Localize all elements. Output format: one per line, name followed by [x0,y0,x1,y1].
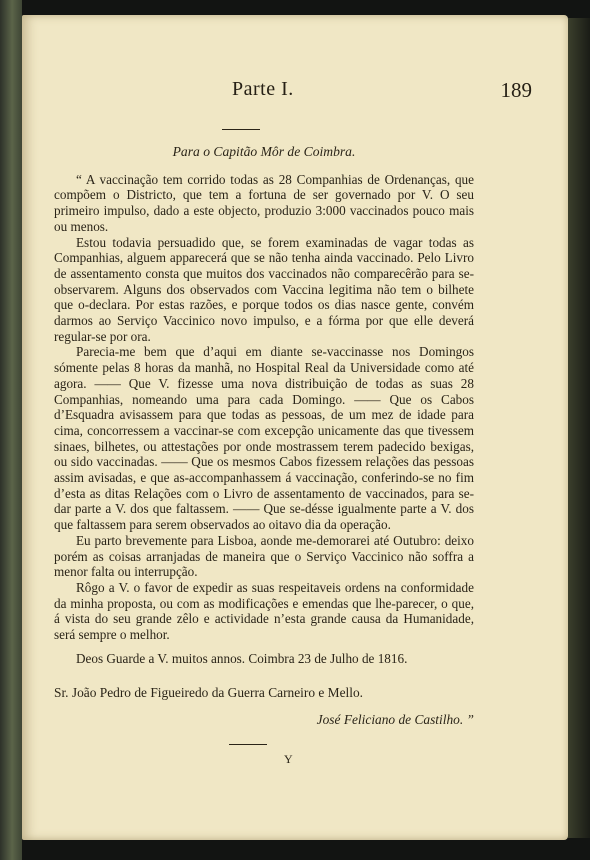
paragraph-3: Parecia-me bem que d’aqui em diante se-vaccinasse nos Domingos sómente pelas 8 horas da manhã, no Hospital Real da Universidade como até agora. —— Que V. fizesse uma nova distribuição de todas as suas 28 Companhias, nomeando uma para cada Domingo. —— Que os Cabos d’Esquadra avisassem para que todas as pessoas, de um mez de idade para cima, concorressem a vaccinar-se com excepção unicamente das que tivessem sinaes, bilhetes, ou attestações por onde mostrassem terem padecido bexigas, ou sido vaccinadas. —— Que os mesmos Cabos fizessem relações das pessoas assim avisadas, e que as-accompanhassem á vaccinação, conferindo-se no fim d’esta as ditas Relações com o Livro de assentamento de vaccinados, para se-dar parte a V. dos que faltassem. —— Que se-désse igualmente parte a V. dos que faltassem para serem observados ao oitavo dia da operação. [54,344,474,533]
paragraph-4: Eu parto brevemente para Lisboa, aonde me-demorarei até Outubro: deixo porém as coisas arranjadas de maneira que o Serviço Vaccinico não soffra a menor falta ou interrupção. [54,532,474,580]
paragraph-2: Estou todavia persuadido que, se forem examinadas de vagar todas as Companhias, alguem apparecerá que se não tenha ainda vaccinado. Pelo Livro de assentamento consta que muitos dos vaccinados não comparecêrão para se-observarem. Alguns dos observados com Vaccina legitima não tem o bilhete que o-declara. Por estas razões, e porque todos os dias nasce gente, convém darmos ao Serviço Vaccinico novo impulso, e a fórma por que elle deverá regular-se por ora. [54,234,474,344]
book-binding [0,0,22,860]
footer-rule [229,744,267,745]
page-header [30,78,560,108]
header-rule [222,129,260,130]
closing-line: Deos Guarde a V. muitos annos. Coimbra 23 de Julho de 1816. [76,650,408,666]
signature: José Feliciano de Castilho. ” [316,712,474,728]
letter-heading: Para o Capitão Môr de Coimbra. [172,144,356,159]
paragraph-5: Rôgo a V. o favor de expedir as suas respeitaveis ordens na conformidade da minha proposta, ou com as modificações e emendas que lhe-parecer, o que, á vista do seu grande zêlo e actividade n’esta grande causa da Humanidade, será sempre o melhor. [54,579,474,643]
addressee: Sr. João Pedro de Figueiredo da Guerra Carneiro e Mello. [54,684,364,700]
page-number: 189 [500,78,532,102]
signature-mark: Y [284,752,293,766]
letter-body [54,144,474,728]
running-title: Parte I. [232,78,294,100]
paragraph-1: “ A vaccinação tem corrido todas as 28 Companhias de Ordenanças, que compõem o Districto, que tem a fortuna de ser governado por V. O seu primeiro impulso, dado a este objecto, produzio 3:000 vaccinados pouco mais ou menos. [54,171,474,234]
page-edge-shadow [568,18,590,838]
